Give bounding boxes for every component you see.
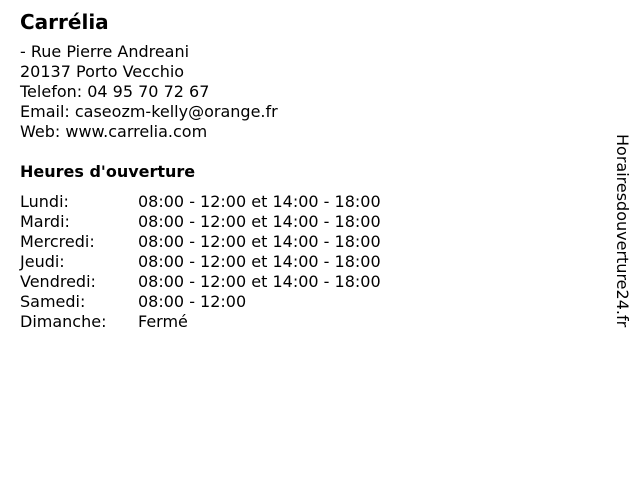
hours-row-wednesday — [20, 232, 600, 252]
hours-row-friday — [20, 272, 600, 292]
hours-day: Mardi: — [20, 212, 70, 231]
opening-hours-heading: Heures d'ouverture — [20, 162, 196, 181]
hours-day: Dimanche: — [20, 312, 107, 331]
hours-day: Vendredi: — [20, 272, 96, 291]
hours-row-monday — [20, 192, 600, 212]
hours-day: Samedi: — [20, 292, 86, 311]
business-card — [20, 10, 600, 332]
site-watermark: Horairesdouverture24.fr — [613, 134, 632, 328]
hours-time: 08:00 - 12:00 et 14:00 - 18:00 — [138, 272, 381, 291]
hours-row-thursday — [20, 252, 600, 272]
hours-row-sunday — [20, 312, 600, 332]
address-street: - Rue Pierre Andreani — [20, 42, 190, 61]
hours-time: 08:00 - 12:00 et 14:00 - 18:00 — [138, 192, 381, 211]
phone-line: Telefon: 04 95 70 72 67 — [20, 82, 210, 101]
address-city: 20137 Porto Vecchio — [20, 62, 185, 81]
email-line: Email: caseozm-kelly@orange.fr — [20, 102, 278, 121]
hours-day: Mercredi: — [20, 232, 95, 251]
hours-time: 08:00 - 12:00 et 14:00 - 18:00 — [138, 212, 381, 231]
web-line: Web: www.carrelia.com — [20, 122, 208, 141]
opening-hours-table — [20, 192, 600, 332]
hours-row-tuesday — [20, 212, 600, 232]
hours-day: Jeudi: — [20, 252, 65, 271]
hours-time: 08:00 - 12:00 — [138, 292, 247, 311]
hours-time: 08:00 - 12:00 et 14:00 - 18:00 — [138, 232, 381, 251]
hours-time: Fermé — [138, 312, 188, 331]
hours-day: Lundi: — [20, 192, 69, 211]
hours-row-saturday — [20, 292, 600, 312]
business-name: Carrélia — [20, 10, 109, 34]
hours-time: 08:00 - 12:00 et 14:00 - 18:00 — [138, 252, 381, 271]
